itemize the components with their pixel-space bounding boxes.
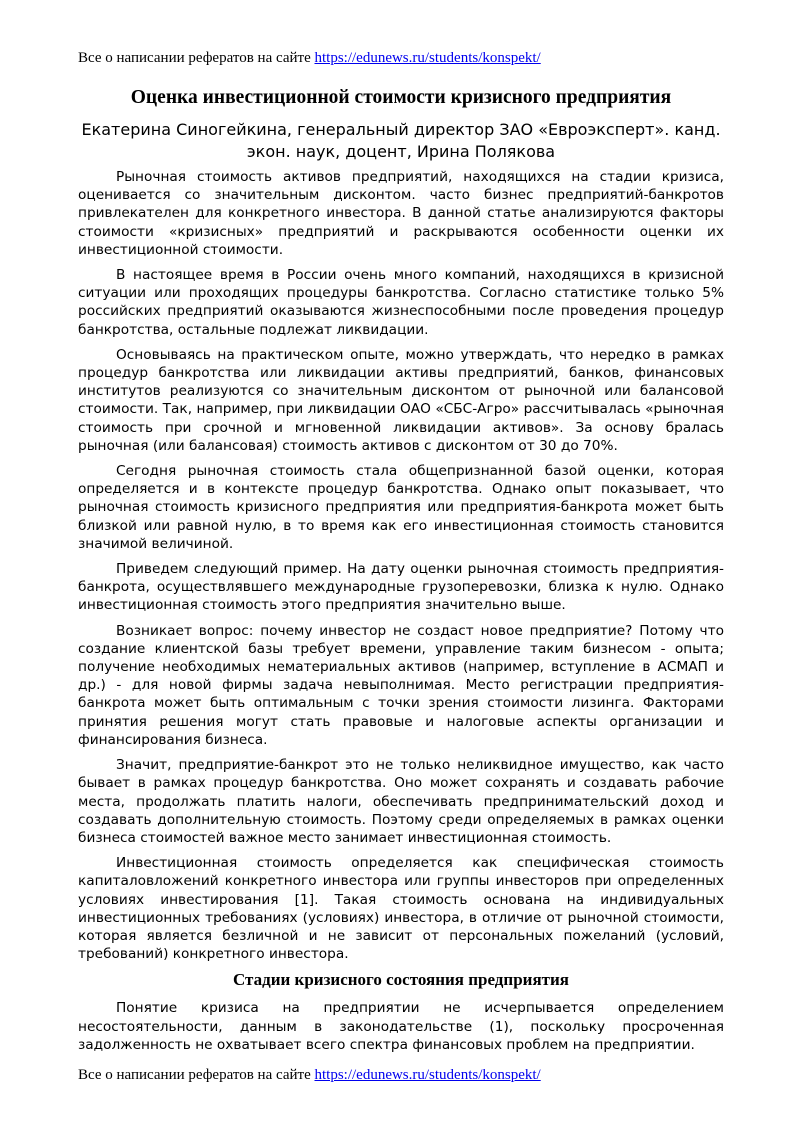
authors-line-1: Екатерина Синогейкина, генеральный директор ЗАО «Евроэксперт». канд. xyxy=(81,120,721,139)
paragraph: Значит, предприятие-банкрот это не только неликвидное имущество, как часто бывает в рамках процедур банкротства. Оно может сохранять и создавать рабочие места, продолжать платить налоги, обеспечивать предпринимательский доход и создавать дополнительную стоимость. Поэтому среди определяемых в рамках оценки бизнеса стоимостей важное место занимает инвестиционная стоимость. xyxy=(78,757,724,846)
paragraph: Понятие кризиса на предприятии не исчерпывается определением несостоятельности, данным в законодательстве (1), поскольку просроченная задолженность не охватывает всего спектра финансовых проблем на предприятии. xyxy=(78,1000,724,1053)
paragraph-abstract: Рыночная стоимость активов предприятий, находящихся на стадии кризиса, оценивается со значительным дисконтом. часто бизнес предприятий-банкротов привлекателен для конкретного инвестора. В данной статье анализируются факторы стоимости «кризисных» предприятий и раскрываются особенности оценки их инвестиционной стоимости. xyxy=(78,169,724,258)
document-title: Оценка инвестиционной стоимости кризисного предприятия xyxy=(130,87,672,108)
paragraph: Сегодня рыночная стоимость стала общепризнанной базой оценки, которая определяется и в контексте процедур банкротства. Однако опыт показывает, что рыночная стоимость кризисного предприятия или предприятия-банкрота может быть близкой или равной нулю, в то время как его инвестиционная стоимость становится значимой величиной. xyxy=(78,463,724,552)
header-text: Все о написании рефератов на сайте xyxy=(78,50,315,66)
header-link[interactable]: https://edunews.ru/students/konspekt/ xyxy=(314,50,541,66)
paragraph: Основываясь на практическом опыте, можно утверждать, что нередко в рамках процедур банкротства или ликвидации активы предприятий, банков, финансовых институтов реализуются со значительным дисконтом от рыночной или балансовой стоимости. Так, например, при ликвидации ОАО «СБС-Агро» рассчитывалась «рыночная стоимость при срочной и мгновенной ликвидации активов». За основу бралась рыночная (или балансовая) стоимость активов с дисконтом от 30 до 70%. xyxy=(78,346,724,454)
footer-text: Все о написании рефератов на сайте xyxy=(78,1067,315,1083)
footer-link[interactable]: https://edunews.ru/students/konspekt/ xyxy=(314,1067,541,1083)
paragraph: Инвестиционная стоимость определяется как специфическая стоимость капиталовложений конкретного инвестора или группы инвесторов при определенных условиях инвестирования [1]. Такая стоимость основана на индивидуальных инвестиционных требованиях (условиях) инвестора, в отличие от рыночной стоимости, которая является безличной и не зависит от персональных пожеланий (условий, требований) конкретного инвестора. xyxy=(78,855,724,963)
authors-line-2: экон. наук, доцент, Ирина Полякова xyxy=(246,142,556,161)
authors-block xyxy=(78,119,724,163)
paragraph: В настоящее время в России очень много компаний, находящихся в кризисной ситуации или проходящих процедуры банкротства. Согласно статистике только 5% российских предприятий оказываются жизнеспособными после проведения процедур банкротства, остальные подлежат ликвидации. xyxy=(78,267,724,338)
page-footer xyxy=(78,1066,541,1084)
section-heading: Стадии кризисного состояния предприятия xyxy=(233,970,569,990)
paragraph: Возникает вопрос: почему инвестор не создаст новое предприятие? Потому что создание клиентской базы требует времени, управление таким бизнесом - опыта; получение необходимых нематериальных активов (например, вступление в АСМАП и др.) - для новой фирмы задача невыполнимая. Место регистрации предприятия-банкрота может быть оптимальным с точки зрения стоимости лизинга. Факторами принятия решения могут стать правовые и налоговые аспекты организации и финансирования бизнеса. xyxy=(78,622,724,748)
article-body xyxy=(78,168,724,1061)
page-header xyxy=(78,49,541,67)
paragraph: Приведем следующий пример. На дату оценки рыночная стоимость предприятия-банкрота, осуществлявшего международные грузоперевозки, близка к нулю. Однако инвестиционная стоимость этого предприятия значительно выше. xyxy=(78,561,724,614)
